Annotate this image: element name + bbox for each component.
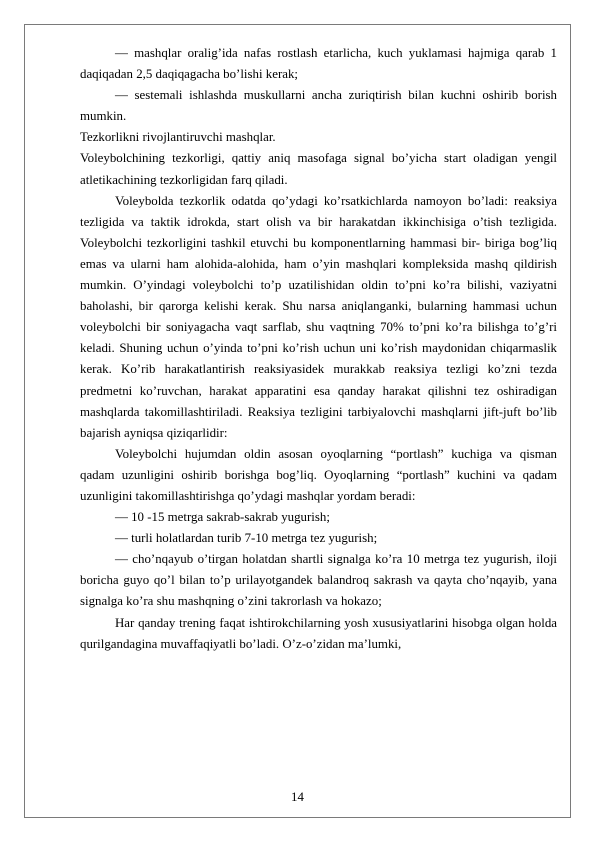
section-heading-speed-exercises: Tezkorlikni rivojlantiruvchi mashqlar. — [80, 130, 276, 145]
bullet-squat-signal-run: — cho’nqayub o’tirgan holatdan shartli signalga ko’ra 10 metrga tez yugurish, iloji boricha guyo qo’l bilan to’p urilayotgandek balandroq sakrash va qayta cho’nqayib, yana signalga ko’ra shu mashqning o’zini takrorlash va hokazo; — [80, 552, 557, 609]
bullet-rest-interval: — mashqlar oralig’ida nafas rostlash etarlicha, kuch yuklamasi hajmiga qarab 1 daqiqadan 2,5 daqiqagacha bo’lishi kerak; — [80, 46, 557, 82]
paragraph-explosive-strength: Voleybolchi hujumdan oldin asosan oyoqlarning “portlash” kuchiga va qisman qadam uzunligini oshirib borishga bog’liq. Oyoqlarning “portlash” kuchini va qadam uzunligini takomillashtirishga qo’ydagi mashqlar yordam beradi: — [80, 446, 557, 503]
page-number: 14 — [291, 790, 304, 804]
paragraph-training-age: Har qanday trening faqat ishtirokchilarning yosh xususiyatlarini hisobga olgan holda qurilgandagina muvaffaqiyatli bo’ladi. O’z-o’zidan ma’lumki, — [80, 615, 557, 651]
paragraph-speed-components: Voleybolda tezkorlik odatda qo’ydagi ko’rsatkichlarda namoyon bo’ladi: reaksiya tezligida va taktik idrokda, start olish va bir harakatdan ikkinchisiga o’tish tezligida. Voleybolchi tezkorligini tashkil etuvchi bu komponentlarning hammasi bir- biriga bog’liq emas va ularni ham alohida-alohida, ham o’yin mashqlari kompleksida mashq qildirish mumkin. O’yindagi voleybolchi to’p uzatilishidan oldin to’pni ko’ra bilishi, vaziyatni baholashi, bir qarorga kelishi kerak. Shu narsa aniqlanganki, bularning hammasi uchun voleybolchi bir soniyagacha vaqt sarflab, shu vaqtning 70% to’pni ko’ra bilishga to’g’ri keladi. Shuning uchun o’yinda to’pni ko’rish uchun uni ko’rish maydonidan chiqarmaslik kerak. Ko’rib harakatlantirish reaksiyasidek murakkab reaksiya tezligi ko’zni tezda predmetni ko’ruvchan, harakat apparatini esa qanday harakat qilishni tez oshiradigan mashqlarda takomillashtiriladi. Reaksiya tezligini tarbiyalovchi mashqlarni jift-juft bo’lib bajarish ayniqsa qiziqarlidir: — [80, 193, 557, 440]
bullet-jump-run: — 10 -15 metrga sakrab-sakrab yugurish; — [115, 510, 330, 525]
bullet-systematic-work: — sestemali ishlashda muskullarni ancha zuriqtirish bilan kuchni oshirib borish mumkin. — [80, 88, 557, 124]
paragraph-volleyball-speed: Voleybolchining tezkorligi, qattiy aniq masofaga signal bo’yicha start oladigan yengil atletikachining tezkorligidan farq qiladi. — [80, 151, 557, 187]
document-body — [80, 43, 557, 655]
bullet-fast-run: — turli holatlardan turib 7-10 metrga tez yugurish; — [115, 531, 378, 546]
